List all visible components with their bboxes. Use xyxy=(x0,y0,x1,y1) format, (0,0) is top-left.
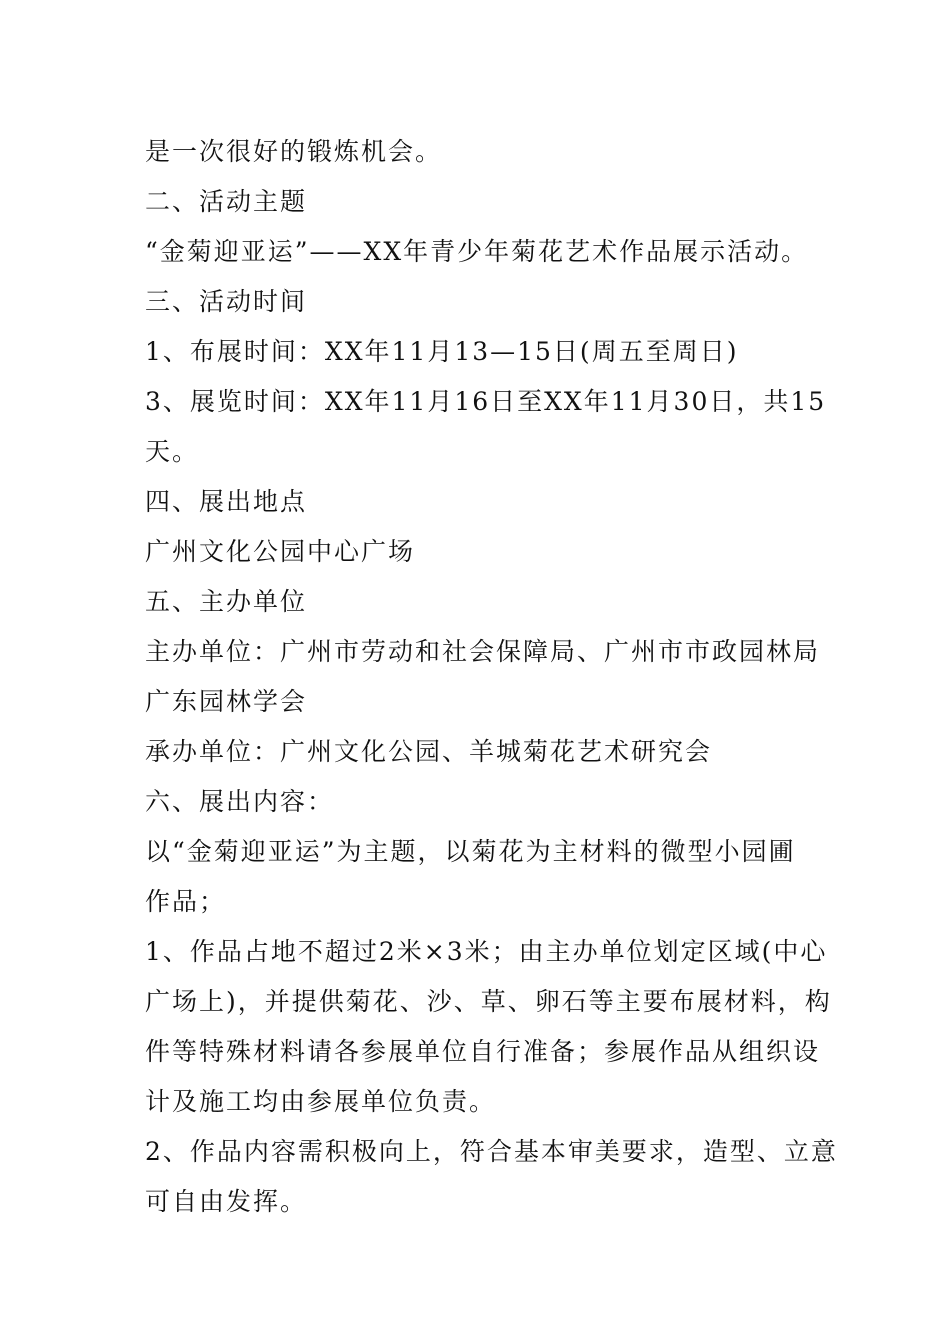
paragraph-rule-1-cont-a: 广场上)，并提供菊花、沙、草、卵石等主要布展材料，构 xyxy=(145,987,832,1016)
section-heading-content: 六、展出内容： xyxy=(145,787,335,816)
section-heading-theme: 二、活动主题 xyxy=(145,187,308,216)
paragraph-rule-1: 1、作品占地不超过2米×3米；由主办单位划定区域(中心 xyxy=(145,937,828,966)
paragraph-setup-time: 1、布展时间：XX年11月13—15日(周五至周日) xyxy=(145,337,739,366)
paragraph-line-continuation: 是一次很好的锻炼机会。 xyxy=(145,137,443,166)
paragraph-rule-2-cont: 可自由发挥。 xyxy=(145,1187,308,1216)
document-body xyxy=(145,127,838,1227)
paragraph-organizer-cont: 广东园林学会 xyxy=(145,687,308,716)
paragraph-content-cont: 作品； xyxy=(145,887,227,916)
section-heading-time: 三、活动时间 xyxy=(145,287,308,316)
paragraph-content: 以“金菊迎亚运”为主题，以菊花为主材料的微型小园圃 xyxy=(145,837,796,866)
paragraph-exhibit-time-cont: 天。 xyxy=(145,437,200,466)
paragraph-exhibit-time: 3、展览时间：XX年11月16日至XX年11月30日，共15 xyxy=(145,387,827,416)
paragraph-rule-1-cont-c: 计及施工均由参展单位负责。 xyxy=(145,1087,497,1116)
paragraph-theme: “金菊迎亚运”——XX年青少年菊花艺术作品展示活动。 xyxy=(145,237,809,266)
paragraph-rule-2: 2、作品内容需积极向上，符合基本审美要求，造型、立意 xyxy=(145,1137,838,1166)
paragraph-rule-1-cont-b: 件等特殊材料请各参展单位自行准备；参展作品从组织设 xyxy=(145,1037,821,1066)
section-heading-organizer: 五、主办单位 xyxy=(145,587,308,616)
paragraph-location: 广州文化公园中心广场 xyxy=(145,537,416,566)
paragraph-co-organizer: 承办单位：广州文化公园、羊城菊花艺术研究会 xyxy=(145,737,713,766)
section-heading-location: 四、展出地点 xyxy=(145,487,308,516)
paragraph-organizer: 主办单位：广州市劳动和社会保障局、广州市市政园林局 xyxy=(145,637,821,666)
